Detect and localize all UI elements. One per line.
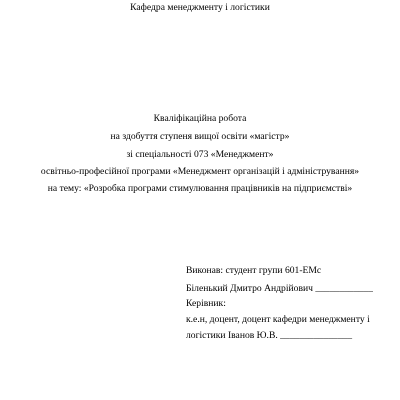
supervisor-label: Керівник: <box>186 298 226 309</box>
degree-line: на здобуття ступеня вищої освіти «магістр» <box>110 131 290 142</box>
supervisor-name-line: логістики Іванов Ю.В. _______________ <box>186 330 353 341</box>
supervisor-title-line: к.е.н, доцент, доцент кафедри менеджменту і <box>186 314 370 325</box>
thesis-type-line: Кваліфікаційна робота <box>153 113 247 124</box>
specialty-line: зі спеціальності 073 «Менеджмент» <box>126 149 274 160</box>
topic-line: на тему: «Розробка програми стимулювання працівників на підприємстві» <box>47 183 353 194</box>
performer-line: Виконав: студент групи 601-ЕМс <box>186 265 322 276</box>
program-line: освітньо-професійної програми «Менеджмент організацій і адміністрування» <box>40 166 360 177</box>
student-name-line: Біленький Дмитро Андрійович ____________ <box>186 283 373 294</box>
department-heading: Кафедра менеджменту і логістики <box>130 2 270 13</box>
